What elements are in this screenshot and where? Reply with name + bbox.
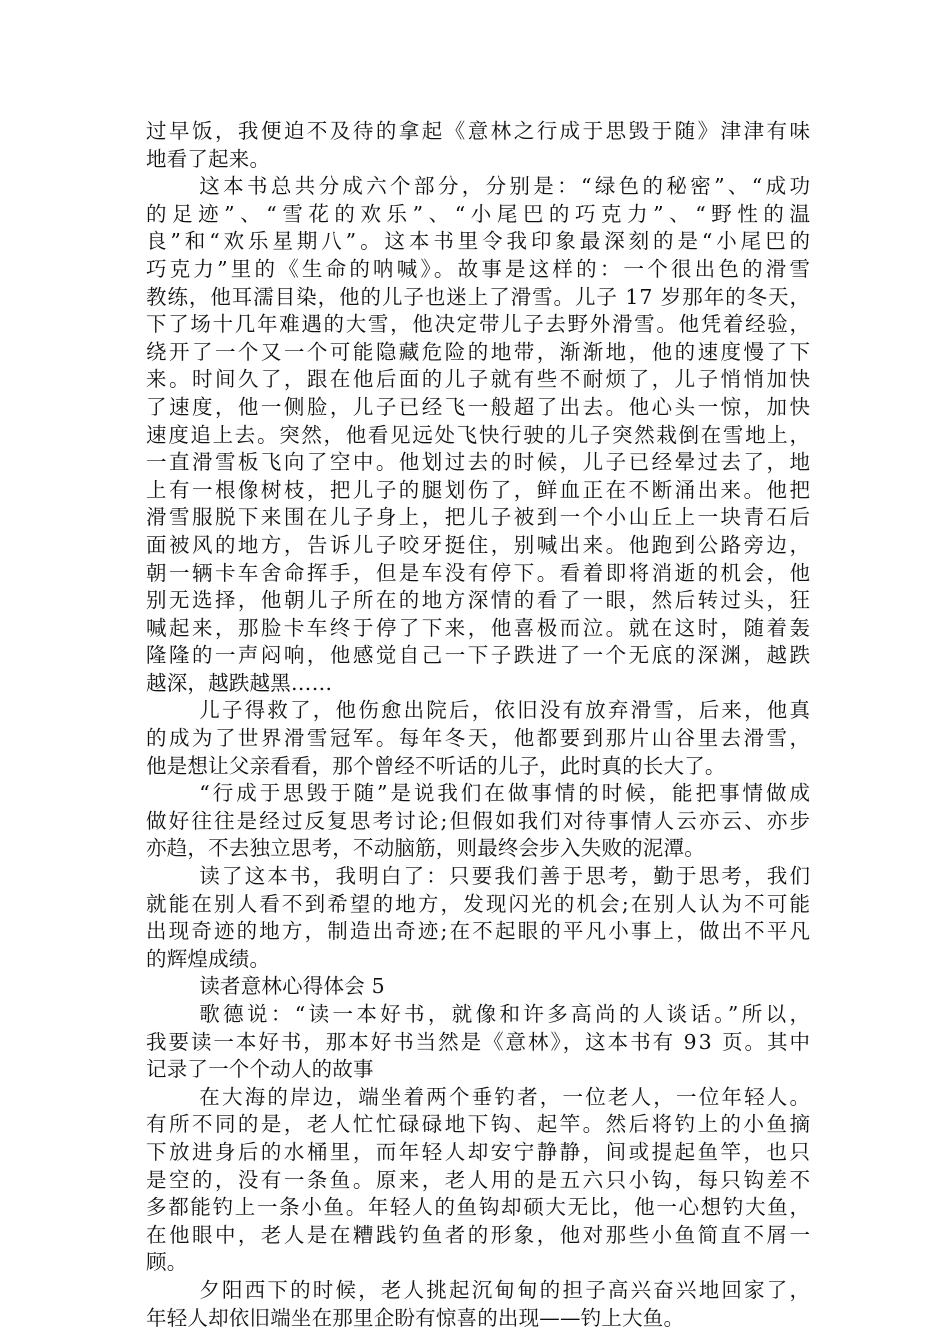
- paragraph: [146, 1001, 814, 1084]
- text-line: 速度追上去。突然，他看见远处飞快行驶的儿子突然栽倒在雪地上，: [146, 422, 812, 447]
- text-line: 上有一根像树枝，把儿子的腿划伤了，鲜血正在不断涌出来。他把: [146, 477, 813, 502]
- text-line: 这本书总共分成六个部分，分别是：“绿色的秘密”、“成功: [199, 174, 814, 199]
- text-line: 读者意林心得体会 5: [199, 974, 385, 999]
- text-line: 歌德说：“读一本好书，就像和许多高尚的人谈话。”所以，: [199, 1002, 814, 1026]
- text-line: 是空的，没有一条鱼。原来，老人用的是五六只小钩，每只钩差不: [146, 1167, 813, 1192]
- text-line: 绕开了一个又一个可能隐藏危险的地带，渐渐地，他的速度慢了下: [146, 339, 813, 364]
- text-line: 的足迹”、“雪花的欢乐”、“小尾巴的巧克力”、“野性的温: [146, 201, 816, 226]
- text-line: 下放进身后的水桶里，而年轻人却安宁静静，间或提起鱼竿，也只: [146, 1139, 813, 1164]
- text-line: 巧克力”里的《生命的呐喊》。故事是这样的：一个很出色的滑雪: [146, 256, 814, 281]
- text-line: 读了这本书，我明白了：只要我们善于思考，勤于思考，我们: [199, 864, 813, 889]
- text-line: 我要读一本好书，那本好书当然是《意林》，这本书有 93 页。其中: [146, 1029, 812, 1054]
- text-line: 地看了起来。: [146, 146, 271, 171]
- text-line: 朝一辆卡车舍命挥手，但是车没有停下。看着即将消逝的机会，他: [146, 560, 813, 585]
- text-line: 喊起来，那脸卡车终于停了下来，他喜极而泣。就在这时，随着轰: [146, 615, 813, 640]
- paragraph: [146, 863, 813, 973]
- text-line: 出现奇迹的地方，制造出奇迹;在不起眼的平凡小事上，做出不平凡: [146, 919, 813, 944]
- text-line: 记录了一个个动人的故事: [146, 1057, 374, 1082]
- text-line: 儿子得救了，他伤愈出院后，依旧没有放弃滑雪，后来，他真: [199, 698, 813, 723]
- text-line: 有所不同的是，老人忙忙碌碌地下钩、起竿。然后将钓上的小鱼摘: [146, 1112, 813, 1137]
- text-line: 滑雪服脱下来围在儿子身上，把儿子被到一个小山丘上一块青石后: [146, 505, 813, 530]
- text-line: 良”和“欢乐星期八”。这本书里令我印象最深刻的是“小尾巴的: [146, 229, 814, 254]
- text-line: 教练，他耳濡目染，他的儿子也迷上了滑雪。儿子 17 岁那年的冬天，: [146, 284, 811, 309]
- text-line: 夕阳西下的时候，老人挑起沉甸甸的担子高兴奋兴地回家了，: [199, 1277, 813, 1302]
- paragraph: [146, 697, 813, 780]
- paragraph: [146, 1277, 813, 1332]
- text-line: 的辉煌成绩。: [146, 946, 271, 971]
- text-line: 他是想让父亲看看，那个曾经不听话的儿子，此时真的长大了。: [146, 753, 726, 778]
- paragraph: [146, 780, 813, 863]
- text-line: 亦趋，不去独立思考，不动脑筋，则最终会步入失败的泥潭。: [146, 836, 705, 861]
- text-line: 越深，越跌越黑……: [146, 670, 333, 695]
- paragraph: [146, 118, 813, 173]
- text-line: 的成为了世界滑雪冠军。每年冬天，他都要到那片山谷里去滑雪，: [146, 726, 813, 751]
- text-line: 别无选择，他朝儿子所在的地方深情的看了一眼，然后转过头，狂: [146, 588, 813, 613]
- text-line: 做好往往是经过反复思考讨论;但假如我们对待事情人云亦云、亦步: [146, 808, 813, 833]
- text-line: 了速度，他一侧脸，儿子已经飞一般超了出去。他心头一惊，加快: [146, 394, 813, 419]
- text-line: 顾。: [146, 1250, 188, 1275]
- text-line: 在他眼中，老人是在糟践钓鱼者的形象，他对那些小鱼简直不屑一: [146, 1222, 813, 1247]
- paragraph: [146, 1084, 813, 1277]
- text-line: 年轻人却依旧端坐在那里企盼有惊喜的出现——钓上大鱼。: [146, 1305, 685, 1330]
- text-line: 面被风的地方，告诉儿子咬牙挺住，别喊出来。他跑到公路旁边，: [146, 532, 813, 557]
- text-line: “行成于思毁于随”是说我们在做事情的时候，能把事情做成: [199, 781, 813, 806]
- text-line: 来。时间久了，跟在他后面的儿子就有些不耐烦了，儿子悄悄加快: [146, 367, 813, 392]
- text-line: 下了场十几年难遇的大雪，他决定带儿子去野外滑雪。他凭着经验，: [146, 312, 812, 337]
- text-line: 一直滑雪板飞向了空中。他划过去的时候，儿子已经晕过去了，地: [146, 450, 813, 475]
- text-line: 就能在别人看不到希望的地方，发现闪光的机会;在别人认为不可能: [146, 891, 813, 916]
- paragraph: [146, 973, 810, 1001]
- text-line: 隆隆的一声闷响，他感觉自己一下子跌进了一个无底的深渊，越跌: [146, 643, 813, 668]
- paragraph: [146, 173, 816, 697]
- text-line: 在大海的岸边，端坐着两个垂钓者，一位老人，一位年轻人。: [199, 1084, 813, 1109]
- text-line: 过早饭，我便迫不及待的拿起《意林之行成于思毁于随》津津有味: [146, 119, 813, 143]
- text-line: 多都能钓上一条小鱼。年轻人的鱼钩却硕大无比，他一心想钓大鱼，: [146, 1195, 812, 1220]
- document-body: [146, 118, 816, 1332]
